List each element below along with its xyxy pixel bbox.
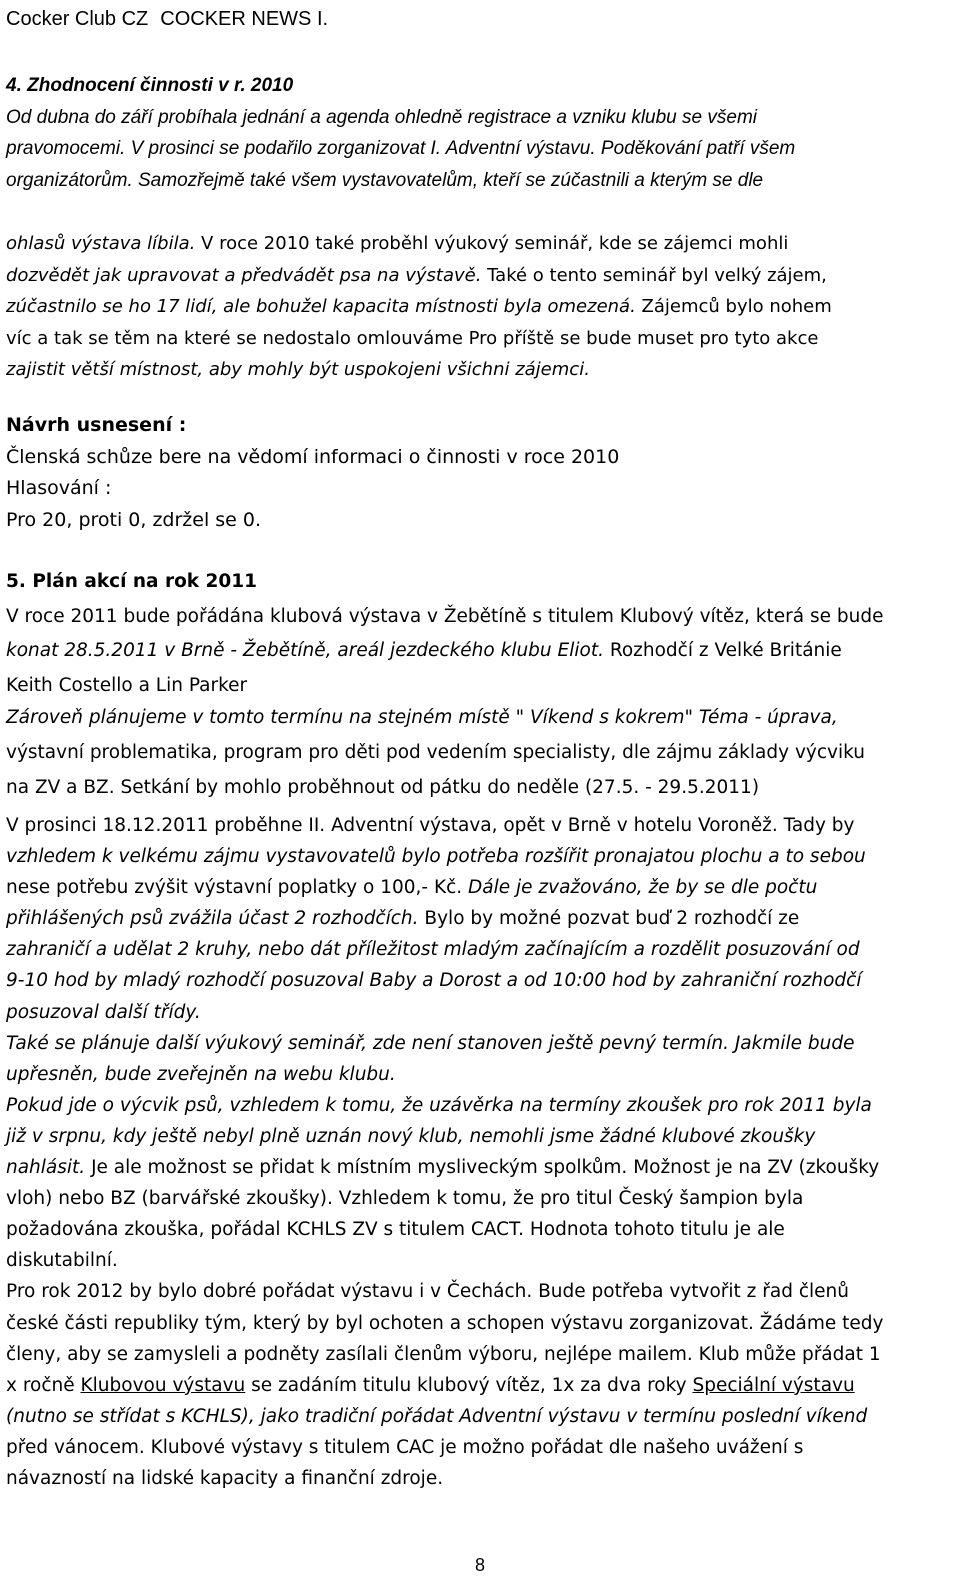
text-span: organizátorům.	[6, 169, 133, 191]
text-span: dozvědět jak upravovat a předvádět psa na výstavě.	[6, 264, 482, 286]
advent-line: 9-10 hod by mladý rozhodčí posuzoval Baby a Dorost a od 10:00 hod by zahraniční rozhodčí	[6, 970, 862, 992]
text-span: Rozhodčí z Velké Británie	[603, 640, 842, 661]
text-span: Dále je zvažováno, že by se dle počtu	[462, 877, 818, 899]
text-span: nahlásit.	[6, 1157, 86, 1179]
text-span: zúčastnilo se ho 17 lidí, ale bohužel kapacita místnosti byla omezená.	[6, 296, 636, 318]
advent-line: posuzoval další třídy.	[6, 1001, 201, 1023]
club-name: Cocker Club CZ	[6, 8, 149, 30]
resolution-text: Členská schůze bere na vědomí informaci o činnosti v roce 2010	[6, 445, 620, 468]
weekend-event	[6, 700, 952, 805]
voting-result: Pro 20, proti 0, zdržel se 0.	[6, 508, 262, 531]
newsletter-name: COCKER NEWS I.	[160, 8, 329, 30]
text-span: Bylo by možné pozvat buď 2 rozhodčí ze	[418, 908, 800, 930]
plan-2012-line: Pro rok 2012 by bylo dobré pořádat výstavu i v Čechách. Bude potřeba vytvořit z řad členů	[6, 1281, 849, 1303]
plan-2012-line: před vánocem. Klubové výstavy s titulem CAC je možno pořádat dle našeho uvážení s	[6, 1436, 804, 1458]
text-span: se zadáním titulu klubový vítěz, 1x za dva roky	[245, 1374, 693, 1396]
advent-line: zahraničí a udělat 2 kruhy, nebo dát příležitost mladým začínajícím a rozdělit posuzování od	[6, 939, 860, 961]
section-4-line: víc a tak se těm na které se nedostalo omlouváme Pro příště se bude muset pro tyto akce	[6, 327, 819, 349]
plan-2012-line: návazností na lidské kapacity a finanční zdroje.	[6, 1467, 444, 1489]
section-5-title: 5. Plán akcí na rok 2011	[6, 571, 258, 592]
section-4-seminar	[6, 228, 952, 386]
special-show-link[interactable]: Speciální výstavu	[692, 1374, 855, 1396]
training-line: Pokud jde o výcvik psů, vzhledem k tomu, že uzávěrka na termíny zkoušek pro rok 2011 byla	[6, 1094, 872, 1116]
section-4-line	[6, 165, 952, 197]
advent-line: V prosinci 18.12.2011 proběhne II. Adventní výstava, opět v Brně v hotelu Voroněž. Tady by	[6, 815, 855, 836]
plan-2012-line: členy, aby se zamysleli a podněty zasílali členům výboru, nejlépe mailem. Klub může přádat 1	[6, 1343, 881, 1365]
training-line: vloh) nebo BZ (barvářské zkoušky). Vzhledem k tomu, že pro titul Český šampion byla	[6, 1188, 804, 1210]
club-show-link[interactable]: Klubovou výstavu	[80, 1374, 246, 1396]
section-5-line: V roce 2011 bude pořádána klubová výstava v Žebětíně s titulem Klubový vítěz, která se bude	[6, 605, 884, 627]
training-line: diskutabilní.	[6, 1250, 118, 1272]
plan-2012-line: (nutno se střídat s KCHLS), jako tradiční pořádat Adventní výstavu v termínu poslední víkend	[6, 1405, 868, 1427]
voting-label: Hlasování :	[6, 477, 112, 500]
text-span: x ročně	[6, 1374, 81, 1396]
text-span: konat 28.5.2011 v Brně - Žebětíně, areál jezdeckého klubu Eliot.	[6, 640, 604, 661]
text-span: Zájemců bylo nohem	[635, 296, 832, 318]
seminar-line: Také se plánuje další výukový seminář, zde není stanoven ještě pevný termín. Jakmile bude	[6, 1032, 855, 1054]
training-line: již v srpnu, kdy ještě nebyl plně uznán nový klub, nemohli jsme žádné klubové zkoušky	[6, 1125, 816, 1147]
resolution-block	[6, 410, 952, 536]
weekend-line: Zároveň plánujeme v tomto termínu na stejném místě " Víkend s kokrem" Téma - úprava,	[6, 707, 838, 728]
text-span: Také o tento seminář byl velký zájem,	[481, 264, 827, 286]
text-span: V roce 2010 také proběhl výukový seminář, kde se zájemci mohli	[195, 233, 789, 254]
weekend-line: na ZV a BZ. Setkání by mohlo proběhnout od pátku do neděle (27.5. - 29.5.2011)	[6, 777, 760, 798]
section-4-line: zajistit větší místnost, aby mohly být uspokojeni všichni zájemci.	[6, 359, 590, 381]
section-5-body	[6, 810, 952, 1494]
weekend-line: výstavní problematika, program pro děti pod vedením specialisty, dle zájmu základy výcviku	[6, 742, 865, 763]
section-4-line: pravomocemi. V prosinci se podařilo zorganizovat I. Adventní výstavu. Poděkování patří všem	[6, 138, 796, 160]
advent-line: vzhledem k velkému zájmu vystavovatelů bylo potřeba rozšířit pronajatou plochu a to sebou	[6, 846, 866, 868]
section-5-line: Keith Costello a Lin Parker	[6, 674, 248, 696]
running-header	[6, 6, 328, 32]
page-number: 8	[474, 1555, 485, 1575]
section-4-intro	[6, 70, 952, 196]
text-span: Samozřejmě také všem vystavovatelům, kteří se zúčastnili a kterým se dle	[132, 169, 764, 191]
text-span: nese potřebu zvýšit výstavní poplatky o 100,- Kč.	[6, 877, 463, 899]
text-span: Žádáme tedy	[753, 1312, 884, 1334]
text-span: Je ale možnost se přidat k místním mysliveckým spolkům. Možnost je na ZV (zkoušky	[85, 1157, 880, 1179]
text-span: ohlasů výstava líbila.	[6, 233, 196, 254]
text-span: české části republiky tým, který by byl ochoten a schopen výstavu zorganizovat.	[6, 1312, 754, 1334]
seminar-line: upřesněn, bude zveřejněn na webu klubu.	[6, 1063, 396, 1085]
section-4-line: Od dubna do září probíhala jednání a agenda ohledně registrace a vzniku klubu se všemi	[6, 106, 757, 128]
section-5-header	[6, 565, 952, 703]
resolution-label: Návrh usnesení :	[6, 414, 187, 436]
training-line: požadována zkouška, pořádal KCHLS ZV s titulem CACT. Hodnota tohoto titulu je ale	[6, 1219, 785, 1241]
text-span: přihlášených psů zvážila účast 2 rozhodčích.	[6, 908, 419, 930]
section-4-title: 4. Zhodnocení činnosti v r. 2010	[6, 75, 294, 96]
